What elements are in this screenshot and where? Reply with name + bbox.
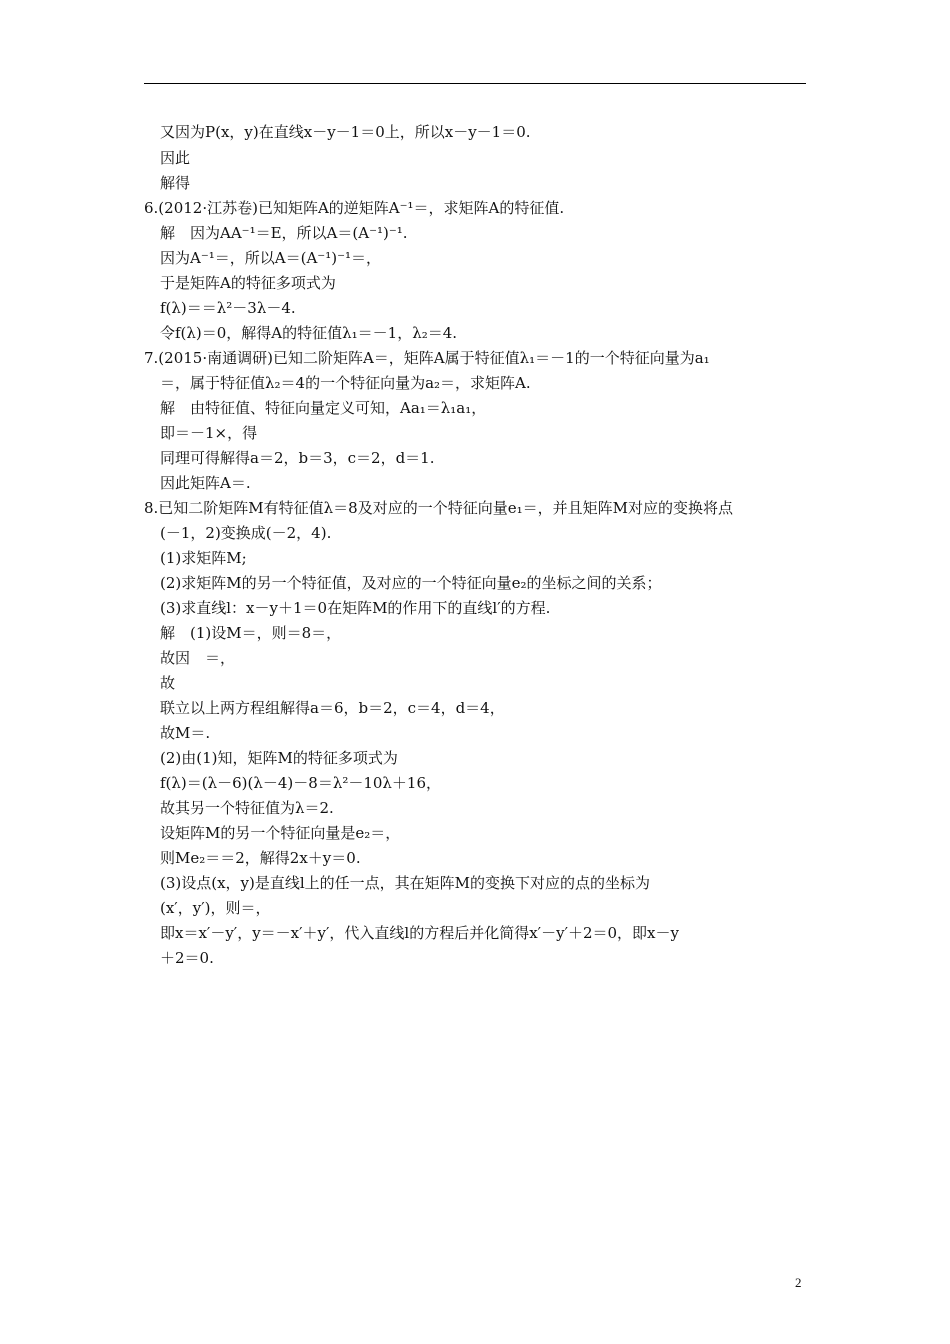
problem-8-statement: 8.已知二阶矩阵M有特征值λ＝8及对应的一个特征向量e₁＝，并且矩阵M对应的变换将点: [144, 499, 733, 517]
text-line-33: 即x＝x′－y′，y＝－x′＋y′，代入直线l的方程后并化简得x′－y′＋2＝0，即x－y: [160, 924, 679, 942]
problem-7-statement: 7.(2015·南通调研)已知二阶矩阵A＝，矩阵A属于特征值λ₁＝－1的一个特征向量为a₁: [144, 349, 710, 367]
text-line-7: 于是矩阵A的特征多项式为: [160, 274, 336, 292]
text-line-27: f(λ)＝(λ－6)(λ－4)－8＝λ²－10λ＋16，: [160, 774, 442, 792]
text-line-15: 因此矩阵A＝.: [160, 474, 251, 492]
text-line-8: f(λ)＝＝λ²－3λ－4.: [160, 299, 296, 317]
text-line-26: (2)由(1)知，矩阵M的特征多项式为: [160, 749, 398, 767]
text-line-9: 令f(λ)＝0，解得A的特征值λ₁＝－1，λ₂＝4.: [160, 324, 458, 342]
text-line-14: 同理可得解得a＝2，b＝3，c＝2，d＝1.: [160, 449, 435, 467]
text-line-21: 解 (1)设M＝，则＝8＝，: [160, 624, 342, 642]
text-line-24: 联立以上两方程组解得a＝6，b＝2，c＝4，d＝4，: [160, 699, 505, 717]
text-line-2: 因此: [160, 149, 191, 167]
text-line-22: 故因 ＝，: [160, 649, 236, 667]
text-line-31: (3)设点(x，y)是直线l上的任一点，其在矩阵M的变换下对应的点的坐标为: [160, 874, 651, 892]
text-line-20: (3)求直线l：x－y＋1＝0在矩阵M的作用下的直线l′的方程.: [160, 599, 551, 617]
text-line-13: 即＝－1×，得: [160, 424, 258, 442]
text-line-18: (1)求矩阵M;: [160, 549, 247, 567]
text-line-32: (x′，y′)，则＝，: [160, 899, 271, 917]
text-line-11: ＝，属于特征值λ₂＝4的一个特征向量为a₂＝，求矩阵A.: [160, 374, 531, 392]
text-line-19: (2)求矩阵M的另一个特征值，及对应的一个特征向量e₂的坐标之间的关系；: [160, 574, 662, 592]
text-line-3: 解得: [160, 174, 191, 192]
text-line-34: ＋2＝0.: [160, 949, 214, 967]
text-line-17: (－1，2)变换成(－2，4).: [160, 524, 332, 542]
text-line-1: 又因为P(x，y)在直线x－y－1＝0上，所以x－y－1＝0.: [160, 123, 531, 141]
text-line-5: 解 因为AA⁻¹＝E，所以A＝(A⁻¹)⁻¹.: [160, 224, 408, 242]
page-number: 2: [795, 1275, 802, 1290]
text-line-28: 故其另一个特征值为λ＝2.: [160, 799, 334, 817]
header-rule: [144, 83, 806, 84]
text-line-6: 因为A⁻¹＝，所以A＝(A⁻¹)⁻¹＝，: [160, 249, 381, 267]
text-line-25: 故M＝.: [160, 724, 211, 742]
text-line-29: 设矩阵M的另一个特征向量是e₂＝，: [160, 824, 401, 842]
text-line-23: 故: [160, 674, 176, 692]
text-line-12: 解 由特征值、特征向量定义可知，Aa₁＝λ₁a₁，: [160, 399, 487, 417]
text-line-30: 则Me₂＝＝2，解得2x＋y＝0.: [160, 849, 361, 867]
problem-6-statement: 6.(2012·江苏卷)已知矩阵A的逆矩阵A⁻¹＝，求矩阵A的特征值.: [144, 199, 565, 217]
